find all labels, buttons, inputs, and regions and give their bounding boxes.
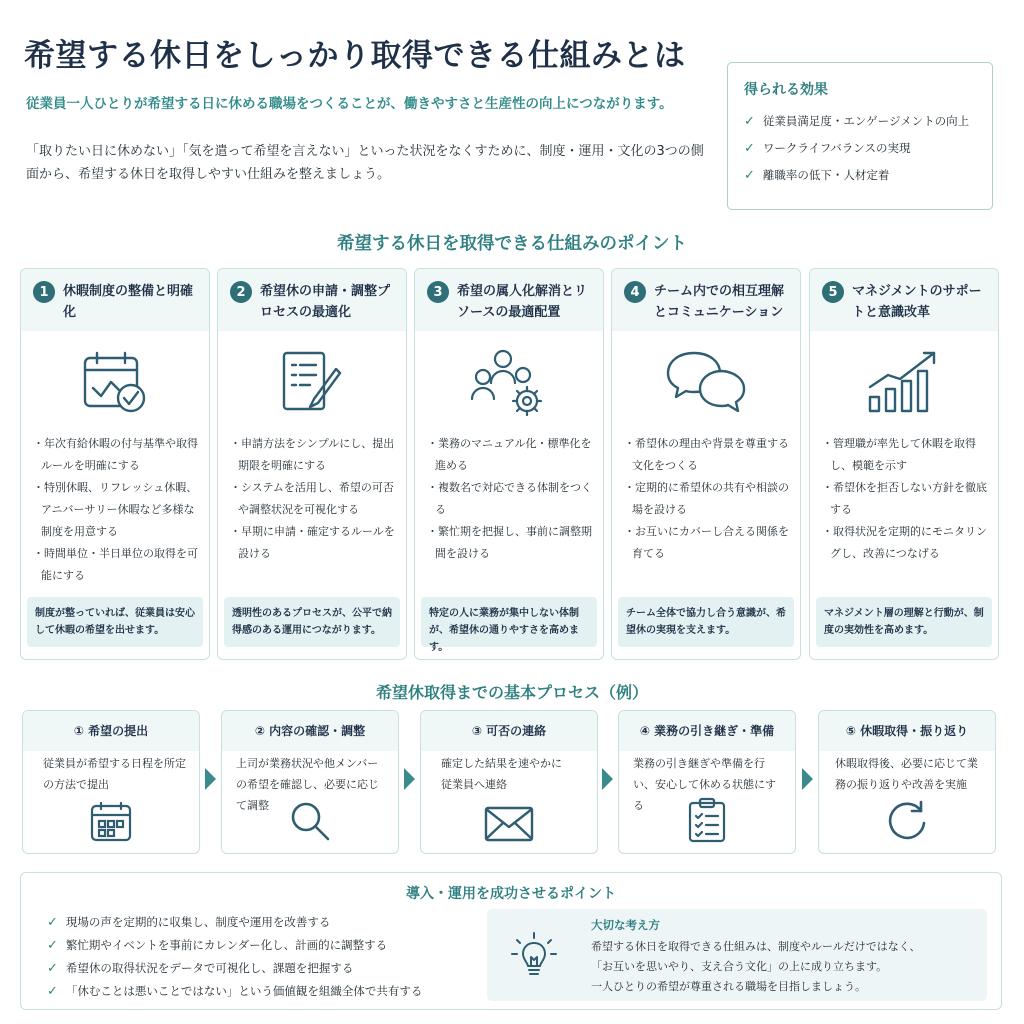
people-gear-icon [415, 339, 603, 425]
step-text: 業務の引き継ぎや準備を行い、安心して休める状態にする [633, 757, 776, 812]
card-title: マネジメントのサポートと意識改革 [852, 284, 982, 320]
step-text: 確定した結果を速やかに従業員へ連絡 [441, 757, 562, 791]
lightbulb-icon [509, 931, 559, 985]
step-label: ④ 業務の引き継ぎ・準備 [619, 711, 795, 751]
card-bullet: ・早期に申請・確定するルールを設ける [230, 525, 395, 560]
card-number: 5 [822, 281, 844, 303]
card-header [810, 269, 998, 331]
card-title: 休暇制度の整備と明確化 [63, 284, 194, 320]
card-bullet: ・システムを活用し、希望の可否や調整状況を可視化する [230, 481, 394, 516]
process-step-4 [618, 710, 796, 854]
success-item: ✓ 希望休の取得状況をデータで可視化し、課題を把握する [47, 957, 422, 980]
card-title: チーム内での相互理解とコミュニケーション [654, 284, 785, 320]
page-title: 希望する休日をしっかり取得できる仕組みとは [24, 38, 686, 74]
card-number: 1 [33, 281, 55, 303]
document-pen-icon [218, 339, 406, 425]
effects-title: 得られる効果 [744, 82, 828, 98]
step-label: ① 希望の提出 [23, 711, 199, 751]
process-step-3 [420, 710, 598, 854]
card-footer: マネジメント層の理解と行動が、制度の実効性を高めます。 [816, 597, 992, 647]
card-bullet: ・取得状況を定期的にモニタリングし、改善につなげる [822, 525, 987, 560]
card-bullet: ・特別休暇、リフレッシュ休暇、アニバーサリー休暇など多様な制度を用意する [33, 481, 198, 538]
step-label: ③ 可否の連絡 [421, 711, 597, 751]
process-step-5 [818, 710, 996, 854]
check-icon: ✓ [744, 140, 755, 156]
growth-chart-icon [810, 339, 998, 425]
card-footer: 透明性のあるプロセスが、公平で納得感のある運用につながります。 [224, 597, 400, 647]
success-title: 導入・運用を成功させるポイント [406, 886, 616, 902]
card-bullet: ・お互いにカバーし合える関係を育てる [624, 525, 789, 560]
effect-item: ✓ ワークライフバランスの実現 [744, 140, 911, 156]
card-footer: チーム全体で協力し合う意識が、希望休の実現を支えます。 [618, 597, 794, 647]
clipboard-checklist-icon [619, 797, 795, 843]
points-section-title: 希望する休日を取得できる仕組みのポイント [337, 234, 687, 254]
step-text: 上司が業務状況や他メンバーの希望を確認し、必要に応じて調整 [236, 757, 379, 812]
magnifier-icon [222, 799, 398, 843]
card-bullets [612, 425, 800, 565]
success-section [20, 872, 1002, 1010]
key-idea-title: 大切な考え方 [591, 918, 660, 932]
process-step-1 [22, 710, 200, 854]
process-section-title: 希望休取得までの基本プロセス（例） [375, 683, 648, 702]
refresh-icon [819, 799, 995, 843]
envelope-icon [421, 805, 597, 843]
card-number: 2 [230, 281, 252, 303]
point-card-5 [809, 268, 999, 660]
point-card-3 [414, 268, 604, 660]
process-arrow-icon [602, 768, 613, 790]
step-label: ② 内容の確認・調整 [222, 711, 398, 751]
card-bullet: ・申請方法をシンプルにし、提出期限を明確にする [230, 437, 395, 472]
check-icon: ✓ [47, 961, 58, 976]
point-card-2 [217, 268, 407, 660]
card-footer: 特定の人に業務が集中しない体制が、希望休の通りやすさを高めます。 [421, 597, 597, 647]
card-bullets [21, 425, 209, 587]
calendar-check-icon [21, 339, 209, 425]
card-bullet: ・希望休を拒否しない方針を徹底する [822, 481, 987, 516]
effect-item: ✓ 離職率の低下・人材定着 [744, 167, 890, 183]
effect-item: ✓ 従業員満足度・エンゲージメントの向上 [744, 113, 970, 129]
check-icon: ✓ [744, 167, 755, 183]
card-bullet: ・時間単位・半日単位の取得を可能にする [33, 547, 198, 582]
success-item: ✓ 「休むことは悪いことではない」という価値観を組織全体で共有する [47, 980, 422, 1003]
success-list [47, 911, 422, 1003]
card-bullet: ・管理職が率先して休暇を取得し、模範を示す [822, 437, 976, 472]
effects-box [727, 62, 993, 210]
card-bullet: ・業務のマニュアル化・標準化を進める [427, 437, 592, 472]
page-subtitle: 従業員一人ひとりが希望する日に休める職場をつくることが、働きやすさと生産性の向上につながります。 [26, 96, 673, 112]
key-idea-text: 希望する休日を取得できる仕組みは、制度やルールだけではなく、 「お互いを思いやり、支え合う文化」の上に成り立ちます。 一人ひとりの希望が尊重される職場を目指しましょう。 [591, 940, 921, 993]
card-bullet: ・繁忙期を把握し、事前に調整期間を設ける [427, 525, 592, 560]
intro-text: 「取りたい日に休めない」「気を遣って希望を言えない」といった状況をなくすために、制度・運用・文化の3つの側面から、希望する休日を取得しやすい仕組みを整えましょう。 [26, 144, 704, 182]
card-number: 3 [427, 281, 449, 303]
success-item: ✓ 繁忙期やイベントを事前にカレンダー化し、計画的に調整する [47, 934, 422, 957]
process-arrow-icon [802, 768, 813, 790]
card-header [415, 269, 603, 331]
check-icon: ✓ [47, 915, 58, 930]
card-header [21, 269, 209, 331]
check-icon: ✓ [47, 984, 58, 999]
step-label: ⑤ 休暇取得・振り返り [819, 711, 995, 751]
card-bullet: ・定期的に希望休の共有や相談の場を設ける [624, 481, 789, 516]
card-footer: 制度が整っていれば、従業員は安心して休暇の希望を出せます。 [27, 597, 203, 647]
check-icon: ✓ [47, 938, 58, 953]
card-bullets [810, 425, 998, 565]
process-step-2 [221, 710, 399, 854]
card-bullet: ・年次有給休暇の付与基準や取得ルールを明確にする [33, 437, 198, 472]
calendar-icon [23, 801, 199, 843]
card-title: 希望の属人化解消とリソースの最適配置 [457, 284, 588, 320]
success-item: ✓ 現場の声を定期的に収集し、制度や運用を改善する [47, 911, 422, 934]
card-bullets [415, 425, 603, 565]
card-number: 4 [624, 281, 646, 303]
card-bullet: ・希望休の理由や背景を尊重する文化をつくる [624, 437, 789, 472]
check-icon: ✓ [744, 113, 755, 129]
point-card-4 [611, 268, 801, 660]
card-header [218, 269, 406, 331]
step-text: 休暇取得後、必要に応じて業務の振り返りや改善を実施 [835, 757, 978, 791]
process-arrow-icon [404, 768, 415, 790]
point-card-1 [20, 268, 210, 660]
card-bullets [218, 425, 406, 565]
card-bullet: ・複数名で対応できる体制をつくる [427, 481, 592, 516]
process-arrow-icon [205, 768, 216, 790]
card-header [612, 269, 800, 331]
key-idea-box [487, 909, 987, 1001]
speech-bubbles-icon [612, 339, 800, 425]
card-title: 希望休の申請・調整プロセスの最適化 [260, 284, 391, 320]
step-text: 従業員が希望する日程を所定の方法で提出 [43, 757, 186, 791]
